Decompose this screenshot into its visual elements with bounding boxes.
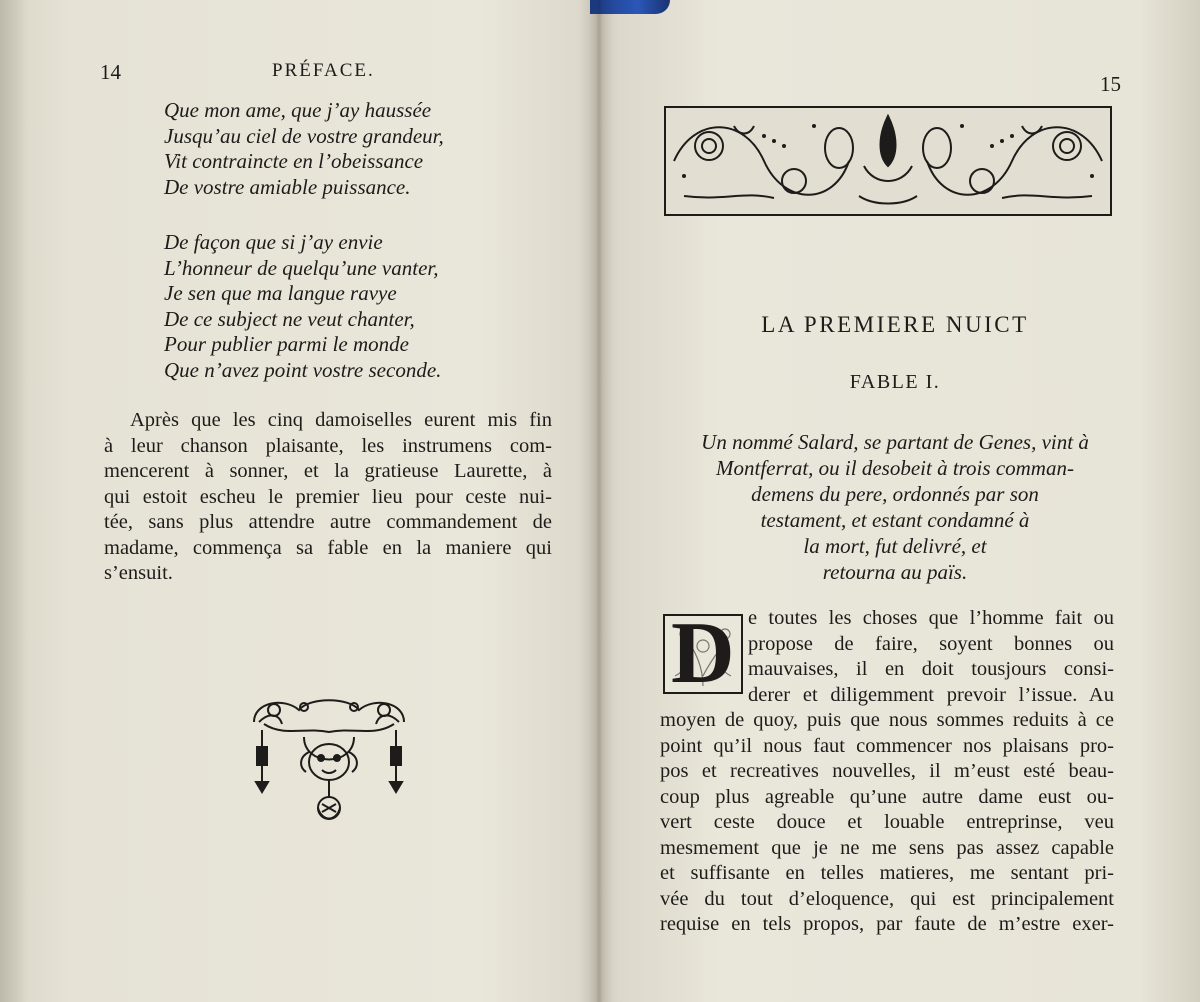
verse-line: Pour publier parmi le monde <box>164 332 409 356</box>
page-number-right: 15 <box>1100 72 1121 96</box>
summary-line: la mort, fut delivré, et <box>803 534 987 558</box>
text-line: mauvaises, il en doit tousjours consi- <box>748 658 1114 680</box>
summary-line: demens du pere, ordonnés par son <box>751 482 1039 506</box>
summary-line: Montferrat, ou il desobeit à trois comman- <box>716 456 1074 480</box>
text-line: Après que les cinq damoiselles eurent mis fin <box>130 409 552 431</box>
text-line: coup plus agreable qu’une autre dame eust ou- <box>660 785 1114 808</box>
text-line: moyen de quoy, puis que nous sommes reduits à ce <box>660 709 1114 731</box>
dropcap-letter: D <box>671 605 735 702</box>
summary-line: retourna au païs. <box>822 560 968 584</box>
text-line: mesmement que je ne me sens pas assez capable <box>660 836 1114 859</box>
verse-line: Que n’avez point vostre seconde. <box>164 357 442 382</box>
text-line: propose de faire, soyent bonnes ou <box>748 632 1114 655</box>
text-line: pos et recreatives nouvelles, il m’eust esté beau- <box>660 760 1114 782</box>
verse-line: De ce subject ne veut chanter, <box>164 306 415 331</box>
fable-body <box>660 605 1114 935</box>
summary-line: testament, et estant condamné à <box>760 508 1030 532</box>
running-head: PRÉFACE. <box>272 60 375 81</box>
text-line: s’ensuit. <box>104 562 173 584</box>
text-line: à leur chanson plaisante, les instrumens com- <box>104 434 552 457</box>
verse-stanza-2 <box>164 230 441 383</box>
text-line: mencerent à sonner, et la gratieuse Laurette, à <box>104 460 552 482</box>
text-line: vée du tout d’eloquence, qui est principalement <box>660 887 1114 910</box>
dropcap-box <box>663 605 743 702</box>
verse-line: Vit contraincte en l’obeissance <box>164 149 424 173</box>
page-number-left: 14 <box>100 60 121 84</box>
text-line: qui estoit escheu le premier lieu pour ceste nui- <box>104 485 552 508</box>
text-line: point qu’il nous faut commencer nos plaisans pro- <box>660 734 1114 757</box>
verse-line: Je sen que ma langue ravye <box>164 281 397 305</box>
chapter-title: LA PREMIERE NUICT <box>761 312 1029 337</box>
book-gutter <box>578 0 618 1002</box>
verse-line: De vostre amiable puissance. <box>164 174 411 199</box>
headpiece-ornament <box>664 106 1112 216</box>
preface-paragraph <box>104 408 552 587</box>
summary-line: Un nommé Salard, se partant de Genes, vint à <box>701 430 1089 454</box>
text-line: derer et diligemment prevoir l’issue. Au <box>748 683 1114 706</box>
text-line: vert ceste douce et louable entreprinse, veu <box>660 811 1114 833</box>
right-page <box>630 40 1160 990</box>
verse-line: Jusqu’au ciel de vostre grandeur, <box>164 123 444 148</box>
verse-stanza-1 <box>164 98 444 200</box>
tailpiece-ornament <box>244 692 414 832</box>
text-line: e toutes les choses que l’homme fait ou <box>748 607 1114 629</box>
text-line: tée, sans plus attendre autre commandement de <box>104 511 552 533</box>
text-line: requise en tels propos, par faute de m’estre exer- <box>660 913 1114 935</box>
left-page-edge <box>0 0 28 1002</box>
left-page <box>60 40 580 990</box>
verse-line: Que mon ame, que j’ay haussée <box>164 98 432 122</box>
text-line: et suffisante en telles matieres, me sentant pri- <box>660 862 1114 884</box>
fable-heading: FABLE I. <box>849 371 941 393</box>
text-line: madame, commença sa fable en la maniere qui <box>104 536 552 559</box>
fable-summary <box>630 429 1160 585</box>
verse-line: De façon que si j’ay envie <box>164 230 383 254</box>
full-width-text <box>660 708 1114 938</box>
verse-line: L’honneur de quelqu’une vanter, <box>164 255 439 280</box>
indented-text <box>748 606 1114 708</box>
